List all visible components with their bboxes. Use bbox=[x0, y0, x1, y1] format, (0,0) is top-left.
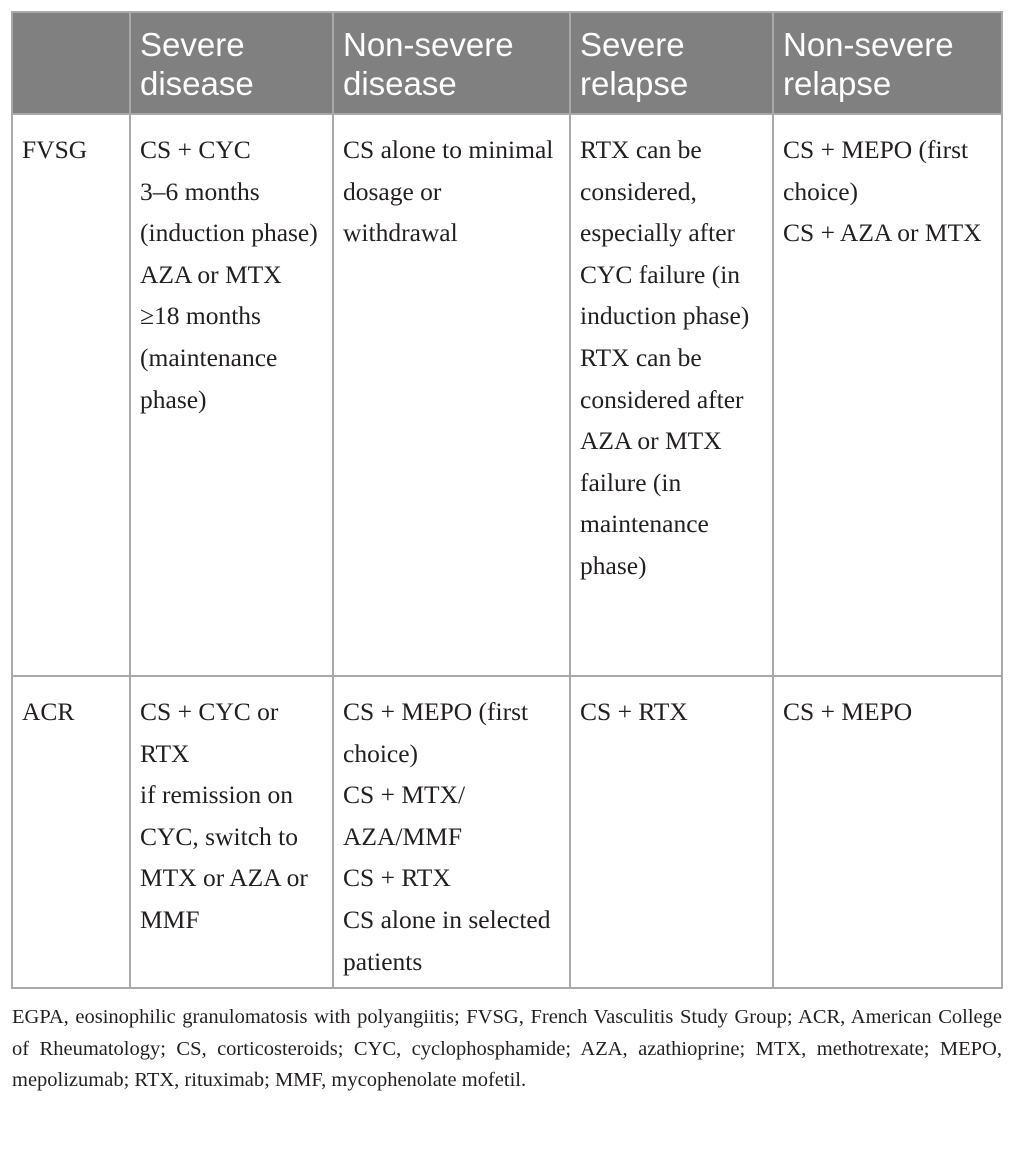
cell-fvsg-severe-disease bbox=[130, 114, 333, 676]
header-severe-disease: Severe disease bbox=[130, 12, 333, 114]
cell-acr-severe-disease bbox=[130, 676, 333, 988]
cell-acr-non-severe-relapse bbox=[773, 676, 1002, 988]
table-header-row bbox=[12, 12, 1002, 114]
cell-line: CS + MEPO (first choice) bbox=[343, 697, 529, 768]
row-label-acr: ACR bbox=[12, 676, 130, 988]
treatment-table bbox=[11, 11, 1003, 989]
row-label-fvsg: FVSG bbox=[12, 114, 130, 676]
table-row bbox=[12, 676, 1002, 988]
cell-line: CS + CYC bbox=[140, 135, 251, 164]
cell-acr-non-severe-disease bbox=[333, 676, 570, 988]
cell-line: CS + RTX bbox=[580, 697, 688, 726]
cell-line: CS + MTX/ AZA/MMF bbox=[343, 780, 466, 851]
cell-line: RTX can be considered after AZA or MTX failure (in maintenance phase) bbox=[580, 342, 744, 580]
cell-line: CS alone to minimal dosage or withdrawal bbox=[343, 135, 554, 248]
cell-fvsg-non-severe-relapse bbox=[773, 114, 1002, 676]
cell-line: CS alone in selected patients bbox=[343, 904, 551, 976]
cell-line: if remission on CYC, switch to MTX or AZA or MMF bbox=[140, 780, 308, 934]
cell-fvsg-severe-relapse bbox=[570, 114, 773, 676]
header-non-severe-disease: Non-severe disease bbox=[333, 12, 570, 114]
cell-line: CS + MEPO bbox=[783, 697, 913, 726]
header-cell-empty bbox=[12, 12, 130, 114]
header-severe-relapse: Severe relapse bbox=[570, 12, 773, 114]
cell-line: 3–6 months (induction phase) bbox=[140, 176, 318, 248]
table-footnote: EGPA, eosinophilic granulomatosis with polyangiitis; FVSG, French Vasculitis Study Group; ACR, American College of Rheumatology; CS, corticosteroids; CYC, cyclophosphamide; AZA, azathioprine; MTX, methotrexate; MEPO, mepolizumab; RTX, rituximab; MMF, mycophenolate mofetil. bbox=[12, 1006, 1002, 1091]
cell-line: AZA or MTX ≥18 months (maintenance phase) bbox=[140, 259, 282, 414]
cell-fvsg-non-severe-disease bbox=[333, 114, 570, 676]
table-row bbox=[12, 114, 1002, 676]
cell-acr-severe-relapse bbox=[570, 676, 773, 988]
cell-line: CS + RTX bbox=[343, 863, 451, 893]
cell-line: RTX can be considered, especially after CYC failure (in induction phase) bbox=[580, 135, 750, 331]
cell-line: CS + MEPO (first choice) bbox=[783, 135, 969, 206]
header-non-severe-relapse: Non-severe relapse bbox=[773, 12, 1002, 114]
cell-line: CS + AZA or MTX bbox=[783, 218, 982, 248]
cell-line: CS + CYC or RTX bbox=[140, 697, 279, 768]
treatment-table-container bbox=[11, 11, 1001, 989]
